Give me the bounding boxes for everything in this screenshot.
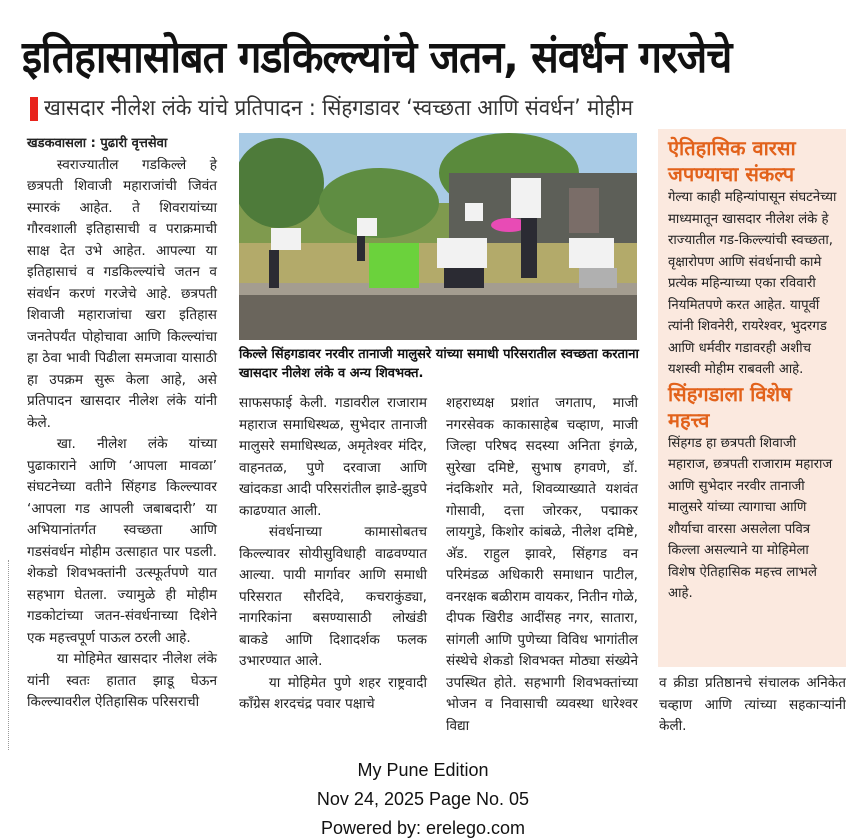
column-divider — [8, 560, 9, 750]
subheadline — [30, 94, 846, 124]
footer-date-page: Nov 24, 2025 Page No. 05 — [316, 789, 530, 809]
sidebar-heading-2: सिंहगडाला विशेष महत्त्व — [668, 381, 792, 432]
paragraph: शहराध्यक्ष प्रशांत जगताप, माजी नगरसेवक काकासाहेब चव्हाण, माजी जिल्हा परिषद सदस्या अनिता इंगळे, सुरेखा दमिष्टे, सुभाष हगवणे, डॉ. नंदकिशोर मते, शिवव्याख्याते यशवंत गोसावी, दत्ता जोरकर, पद्माकर लायगुडे, किशोर कांबळे, नीलेश दमिष्टे, अ‍ॅड. राहुल झावरे, सिंहगड वन परिमंडळ अधिकारी समाधान पाटील, वनरक्षक बळीराम वायकर, नितीन गोळे, दीपक खिरीड आदींसह नगर, सातारा, सांगली आणि पुणेच्या विविध भागांतील संस्थेचे शेकडो शिवभक्त मोठ्या संख्येने उपस्थित होते. सहभागी शिवभक्तांच्या भोजन व निवासाची व्यवस्था धारेश्वर विद्या — [446, 395, 638, 734]
sidebar-body-1: गेल्या काही महिन्यांपासून संघटनेच्या माध्यमातून खासदार नीलेश लंके हे राज्यातील गड-किल्ल्यांची स्वच्छता, वृक्षारोपण आणि संवर्धनाची कामे प्रत्येक महिन्याच्या एका रविवारी नियमितपणे करत आहेत. यापूर्वी त्यांनी शिवनेरी, रायरेश्वर, भुदरगड आणि धर्मवीर गडावरही अशीच यशस्वी मोहीम राबवली आहे. — [668, 190, 837, 377]
paragraph: साफसफाई केली. गडावरील राजाराम महाराज समाधिस्थळ, सुभेदार तानाजी मालुसरे समाधिस्थळ, अमृतेश्वर मंदिर, वाहनतळ, पुणे दरवाजा आणि खांदकडा आदी परिसरांतील झाडे-झुडपे काढण्यात आली. — [239, 395, 427, 519]
footer-powered-by: Powered by: erelego.com — [320, 818, 526, 838]
photo-volunteers-cleaning — [239, 133, 637, 340]
footer-edition: My Pune Edition — [357, 760, 489, 780]
accent-bar — [30, 97, 38, 121]
paragraph: व क्रीडा प्रतिष्ठानचे संचालक अनिकेत चव्हाण आणि त्यांच्या सहकाऱ्यांनी केली. — [659, 675, 846, 734]
subheadline-text: खासदार नीलेश लंके यांचे प्रतिपादन : सिंहगडावर ‘स्वच्छता आणि संवर्धन’ मोहीम — [44, 96, 634, 121]
article-column-3 — [446, 393, 638, 737]
paragraph: या मोहिमेत खासदार नीलेश लंके यांनी स्वतः हातात झाडू घेऊन किल्ल्यावरील ऐतिहासिक परिसराची — [27, 651, 217, 710]
dateline: खडकवासला : पुढारी वृत्तसेवा — [27, 136, 168, 151]
article-photo — [239, 133, 637, 340]
paragraph: खा. नीलेश लंके यांच्या पुढाकाराने आणि ‘आपला मावळा’ संघटनेच्या वतीने सिंहगड किल्ल्यावर ‘आपला गड आपली जबाबदारी’ या अभियानांतर्गत स्वच्छता आणि गडसंवर्धन मोहीम उत्साहात पार पडली. शेकडो शिवभक्तांनी उत्स्फूर्तपणे यात सहभाग घेतला. ज्यामुळे ही मोहीम गडकोटांच्या जतन-संवर्धनाच्या दिशेने एक महत्त्वपूर्ण पाऊल ठरली आहे. — [27, 436, 217, 646]
paragraph: संवर्धनाच्या कामासोबतच किल्ल्यावर सोयीसुविधाही वाढवण्यात आल्या. पायी मार्गावर आणि समाधी परिसरात सौरदिवे, कचराकुंड्या, नागरिकांना बसण्यासाठी लोखंडी बाकडे आणि दिशादर्शक फलक उभारण्यात आले. — [239, 524, 427, 669]
article-column-2 — [239, 393, 427, 716]
paragraph: या मोहिमेत पुणे शहर राष्ट्रवादी काँग्रेस शरदचंद्र पवार पक्षाचे — [239, 674, 427, 712]
article-column-4 — [659, 673, 846, 738]
paragraph: स्वराज्यातील गडकिल्ले हे छत्रपती शिवाजी महाराजांची जिवंत स्मारकं आहेत. ते शिवरायांच्या गौरवशाली इतिहासाची व पराक्रमाची साक्ष देत उभे आहेत. आपल्या या इतिहासाचं व गडकिल्ल्यांचे जतन व संवर्धन करणं गरजेचे आहे. छत्रपती शिवाजी महाराजांचा खरा इतिहास जनतेपर्यंत पोहोचावा आणि किल्ल्यांचा हा ठेवा भावी पिढीला समजावा यासाठी हा उपक्रम सुरू केला आहे, असे प्रतिपादन खासदार नीलेश लंके यांनी केले. — [27, 156, 217, 431]
sidebar-heading-1: ऐतिहासिक वारसा जपण्याचा संकल्प — [668, 136, 796, 186]
headline: इतिहासासोबत गडकिल्ल्यांचे जतन, संवर्धन गरजेचे — [22, 32, 732, 83]
sidebar-box — [658, 129, 846, 667]
article-column-1 — [27, 133, 217, 714]
photo-caption: किल्ले सिंहगडावर नरवीर तानाजी मालुसरे यांच्या समाधी परिसरातील स्वच्छता करताना खासदार नीलेश लंके व अन्य शिवभक्त. — [239, 347, 639, 381]
sidebar-body-2: सिंहगड हा छत्रपती शिवाजी महाराज, छत्रपती राजाराम महाराज आणि सुभेदार नरवीर तानाजी मालुसरे यांच्या त्यागाचा आणि शौर्याचा वारसा असलेला पवित्र किल्ला असल्याने या मोहिमेला विशेष ऐतिहासिक महत्त्व लाभले आहे. — [668, 435, 833, 601]
